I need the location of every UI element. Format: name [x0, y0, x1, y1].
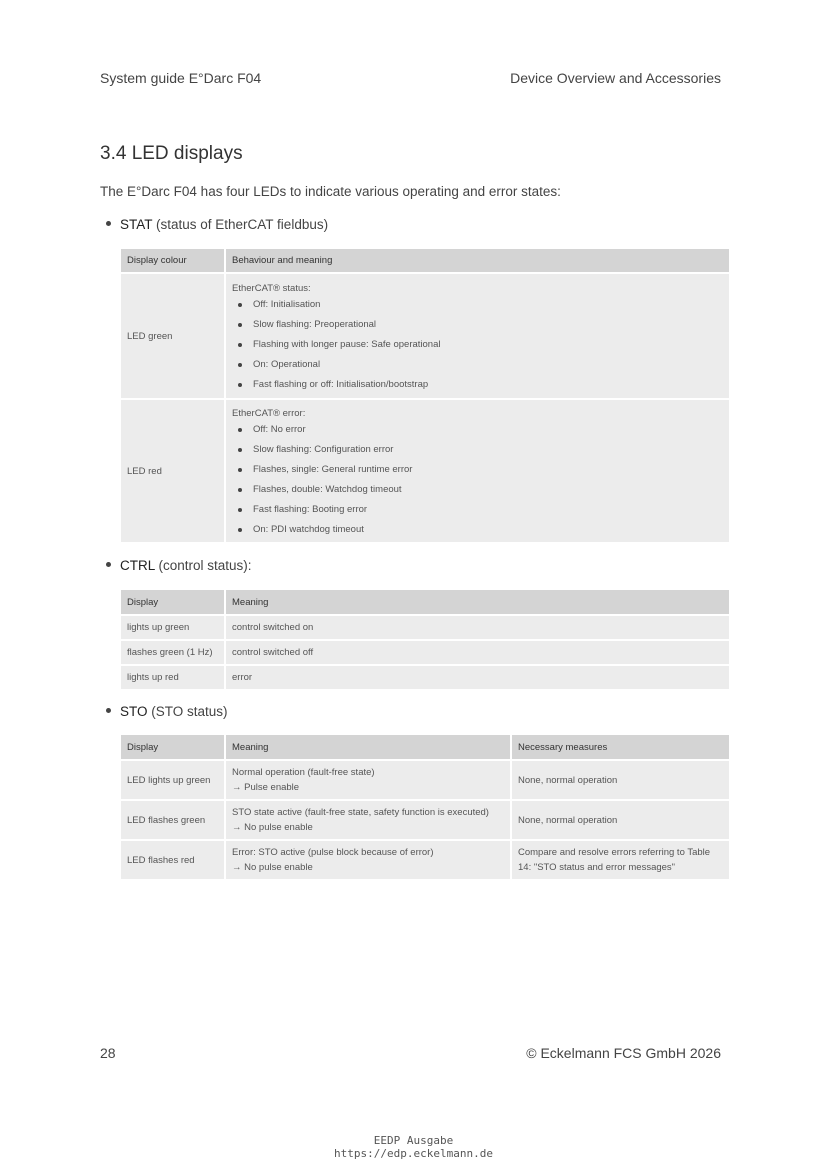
table-row: [121, 840, 729, 880]
meaning-cell: [225, 800, 511, 840]
meaning-cell: [225, 760, 511, 800]
list-item: Slow flashing: Preoperational: [232, 315, 723, 335]
display-cell: LED flashes green: [121, 800, 225, 840]
bullet-stat: [106, 217, 328, 232]
table-row: [121, 615, 729, 640]
copyright: © Eckelmann FCS GmbH 2026: [526, 1045, 721, 1061]
section-intro: The E°Darc F04 has four LEDs to indicate various operating and error states:: [100, 184, 561, 199]
measures-cell: None, normal operation: [511, 760, 729, 800]
list-item: Fast flashing: Booting error: [232, 500, 723, 520]
bullet-desc: (STO status): [147, 704, 228, 719]
watermark-url: https://edp.eckelmann.de: [334, 1147, 493, 1160]
page-number: 28: [100, 1045, 116, 1061]
column-header: Meaning: [225, 735, 511, 760]
column-header: Display colour: [121, 249, 225, 273]
bullet-dot-icon: [106, 562, 111, 567]
list-item: Off: Initialisation: [232, 295, 723, 315]
display-cell: LED red: [121, 399, 225, 543]
meaning-cell: [225, 840, 511, 880]
meaning-line: STO state active (fault-free state, safety function is executed): [232, 807, 489, 818]
meaning-cell: error: [225, 665, 729, 690]
column-header: Display: [121, 735, 225, 760]
meaning-line: Normal operation (fault-free state): [232, 767, 375, 778]
table-row: [121, 800, 729, 840]
table-row: [121, 760, 729, 800]
status-list: [232, 295, 723, 395]
list-item: Off: No error: [232, 420, 723, 440]
meaning-cell: control switched off: [225, 640, 729, 665]
display-cell: LED green: [121, 273, 225, 399]
watermark-line: EEDP Ausgabe: [373, 1134, 454, 1147]
column-header: Meaning: [225, 590, 729, 615]
header-chapter-title: Device Overview and Accessories: [510, 70, 721, 86]
stat-table: [121, 249, 729, 544]
list-item: Flashes, single: General runtime error: [232, 460, 723, 480]
measures-cell: None, normal operation: [511, 800, 729, 840]
list-item: Flashes, double: Watchdog timeout: [232, 480, 723, 500]
ctrl-table: [121, 590, 729, 691]
column-header: Display: [121, 590, 225, 615]
bullet-sto: [106, 704, 228, 719]
header-doc-title: System guide E°Darc F04: [100, 70, 262, 86]
bullet-desc: (status of EtherCAT fieldbus): [152, 217, 329, 232]
meaning-result: → No pulse enable: [232, 822, 313, 833]
sto-table: [121, 735, 729, 881]
bullet-key: STAT: [120, 217, 153, 232]
list-item: Fast flashing or off: Initialisation/bootstrap: [232, 375, 723, 395]
display-cell: lights up green: [121, 615, 225, 640]
section-title: 3.4 LED displays: [100, 143, 243, 164]
bullet-key: STO: [120, 704, 148, 719]
table-row: [121, 273, 729, 399]
bullet-key: CTRL: [120, 558, 155, 573]
list-item: On: Operational: [232, 355, 723, 375]
bullet-ctrl: [106, 558, 252, 573]
table-row: [121, 640, 729, 665]
table-row: [121, 665, 729, 690]
display-cell: lights up red: [121, 665, 225, 690]
meaning-cell: control switched on: [225, 615, 729, 640]
cell-heading: EtherCAT® status:: [232, 283, 311, 294]
meaning-cell: [225, 399, 729, 543]
list-item: Flashing with longer pause: Safe operational: [232, 335, 723, 355]
bullet-dot-icon: [106, 221, 111, 226]
meaning-result: → No pulse enable: [232, 862, 313, 873]
column-header: Behaviour and meaning: [225, 249, 729, 273]
display-cell: LED lights up green: [121, 760, 225, 800]
display-cell: flashes green (1 Hz): [121, 640, 225, 665]
bullet-dot-icon: [106, 708, 111, 713]
list-item: On: PDI watchdog timeout: [232, 520, 723, 540]
list-item: Slow flashing: Configuration error: [232, 440, 723, 460]
error-list: [232, 420, 723, 540]
display-cell: LED flashes red: [121, 840, 225, 880]
bullet-desc: (control status):: [154, 558, 252, 573]
measures-cell: Compare and resolve errors referring to Table 14: "STO status and error messages": [511, 840, 729, 880]
column-header: Necessary measures: [511, 735, 729, 760]
cell-heading: EtherCAT® error:: [232, 408, 306, 419]
table-row: [121, 399, 729, 543]
meaning-result: → Pulse enable: [232, 782, 300, 793]
meaning-line: Error: STO active (pulse block because of error): [232, 847, 434, 858]
meaning-cell: [225, 273, 729, 399]
